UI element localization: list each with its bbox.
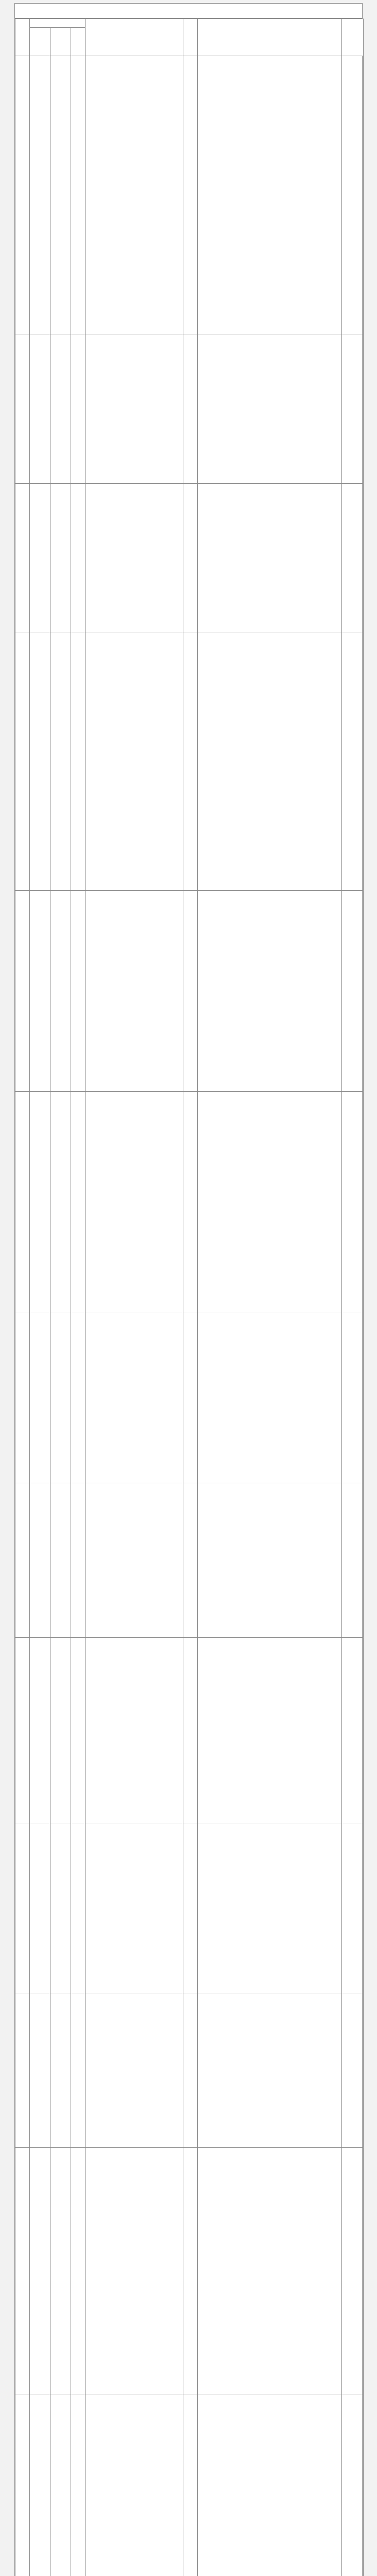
row-dept-cell (30, 1823, 50, 1993)
table-row (15, 2148, 364, 2395)
row-note-cell (342, 484, 364, 633)
table-row (15, 2395, 364, 2576)
column-header-num (183, 19, 198, 56)
row-type-cell (71, 1823, 85, 1993)
row-name-cell (50, 56, 71, 334)
column-header-dept (30, 28, 50, 56)
row-number-cell (15, 334, 30, 484)
table-row (15, 891, 364, 1092)
row-count-cell (183, 1092, 198, 1313)
row-count-cell (183, 1313, 198, 1483)
row-number-cell (15, 633, 30, 891)
row-note-cell (342, 1638, 364, 1823)
row-number-cell (15, 1993, 30, 2148)
job-table (15, 19, 364, 2576)
row-type-cell (71, 56, 85, 334)
column-header-no (15, 19, 30, 56)
row-requirements-cell (198, 2148, 342, 2395)
row-name-cell (50, 1483, 71, 1638)
table-row (15, 1638, 364, 1823)
row-type-cell (71, 1313, 85, 1483)
row-duty-cell (85, 1993, 183, 2148)
table-row (15, 1313, 364, 1483)
row-type-cell (71, 1638, 85, 1823)
row-note-cell (342, 633, 364, 891)
table-row (15, 56, 364, 334)
row-number-cell (15, 1823, 30, 1993)
row-name-cell (50, 1638, 71, 1823)
row-note-cell (342, 2395, 364, 2576)
table-row (15, 1092, 364, 1313)
row-type-cell (71, 891, 85, 1092)
row-dept-cell (30, 484, 50, 633)
row-name-cell (50, 633, 71, 891)
row-number-cell (15, 891, 30, 1092)
row-duty-cell (85, 633, 183, 891)
row-count-cell (183, 1993, 198, 2148)
row-type-cell (71, 1483, 85, 1638)
row-dept-cell (30, 1638, 50, 1823)
row-note-cell (342, 1313, 364, 1483)
row-requirements-cell (198, 1638, 342, 1823)
row-note-cell (342, 2148, 364, 2395)
row-type-cell (71, 633, 85, 891)
row-dept-cell (30, 2395, 50, 2576)
document-title (15, 4, 362, 19)
table-row (15, 1483, 364, 1638)
row-dept-cell (30, 1483, 50, 1638)
row-count-cell (183, 334, 198, 484)
row-name-cell (50, 891, 71, 1092)
row-note-cell (342, 1483, 364, 1638)
row-name-cell (50, 1313, 71, 1483)
row-note-cell (342, 334, 364, 484)
table-header (15, 19, 364, 56)
job-table-sheet (14, 3, 363, 2576)
row-count-cell (183, 2395, 198, 2576)
row-dept-cell (30, 334, 50, 484)
row-number-cell (15, 56, 30, 334)
row-dept-cell (30, 1313, 50, 1483)
row-count-cell (183, 1823, 198, 1993)
row-duty-cell (85, 2148, 183, 2395)
row-name-cell (50, 484, 71, 633)
row-requirements-cell (198, 1483, 342, 1638)
row-number-cell (15, 484, 30, 633)
column-header-note (342, 19, 364, 56)
row-type-cell (71, 1092, 85, 1313)
row-requirements-cell (198, 2395, 342, 2576)
row-duty-cell (85, 56, 183, 334)
table-row (15, 484, 364, 633)
row-number-cell (15, 2395, 30, 2576)
row-note-cell (342, 56, 364, 334)
row-dept-cell (30, 891, 50, 1092)
row-dept-cell (30, 2148, 50, 2395)
table-row (15, 1993, 364, 2148)
row-requirements-cell (198, 1092, 342, 1313)
column-header-req (198, 19, 342, 56)
row-type-cell (71, 2148, 85, 2395)
row-requirements-cell (198, 1313, 342, 1483)
row-number-cell (15, 1092, 30, 1313)
row-name-cell (50, 1092, 71, 1313)
row-count-cell (183, 633, 198, 891)
row-duty-cell (85, 1313, 183, 1483)
row-duty-cell (85, 891, 183, 1092)
row-dept-cell (30, 1092, 50, 1313)
column-header-duty (85, 19, 183, 56)
row-dept-cell (30, 1993, 50, 2148)
row-count-cell (183, 1483, 198, 1638)
row-number-cell (15, 2148, 30, 2395)
row-note-cell (342, 1092, 364, 1313)
row-requirements-cell (198, 891, 342, 1092)
row-count-cell (183, 2148, 198, 2395)
table-body (15, 56, 364, 2576)
table-row (15, 1823, 364, 1993)
row-note-cell (342, 1993, 364, 2148)
row-type-cell (71, 334, 85, 484)
row-requirements-cell (198, 633, 342, 891)
row-type-cell (71, 2395, 85, 2576)
row-name-cell (50, 2148, 71, 2395)
column-header-group (30, 19, 85, 28)
row-number-cell (15, 1638, 30, 1823)
row-type-cell (71, 1993, 85, 2148)
row-count-cell (183, 56, 198, 334)
row-requirements-cell (198, 56, 342, 334)
row-requirements-cell (198, 1823, 342, 1993)
row-note-cell (342, 891, 364, 1092)
row-dept-cell (30, 633, 50, 891)
table-row (15, 334, 364, 484)
row-note-cell (342, 1823, 364, 1993)
row-duty-cell (85, 2395, 183, 2576)
row-number-cell (15, 1313, 30, 1483)
row-duty-cell (85, 1823, 183, 1993)
row-count-cell (183, 891, 198, 1092)
row-duty-cell (85, 484, 183, 633)
column-header-name (50, 28, 71, 56)
row-duty-cell (85, 1638, 183, 1823)
row-name-cell (50, 1993, 71, 2148)
row-count-cell (183, 1638, 198, 1823)
row-requirements-cell (198, 484, 342, 633)
row-count-cell (183, 484, 198, 633)
row-name-cell (50, 334, 71, 484)
row-dept-cell (30, 56, 50, 334)
row-duty-cell (85, 1483, 183, 1638)
row-requirements-cell (198, 334, 342, 484)
row-number-cell (15, 1483, 30, 1638)
column-header-type (71, 28, 85, 56)
table-row (15, 633, 364, 891)
row-type-cell (71, 484, 85, 633)
row-duty-cell (85, 1092, 183, 1313)
row-name-cell (50, 1823, 71, 1993)
row-requirements-cell (198, 1993, 342, 2148)
row-name-cell (50, 2395, 71, 2576)
row-duty-cell (85, 334, 183, 484)
